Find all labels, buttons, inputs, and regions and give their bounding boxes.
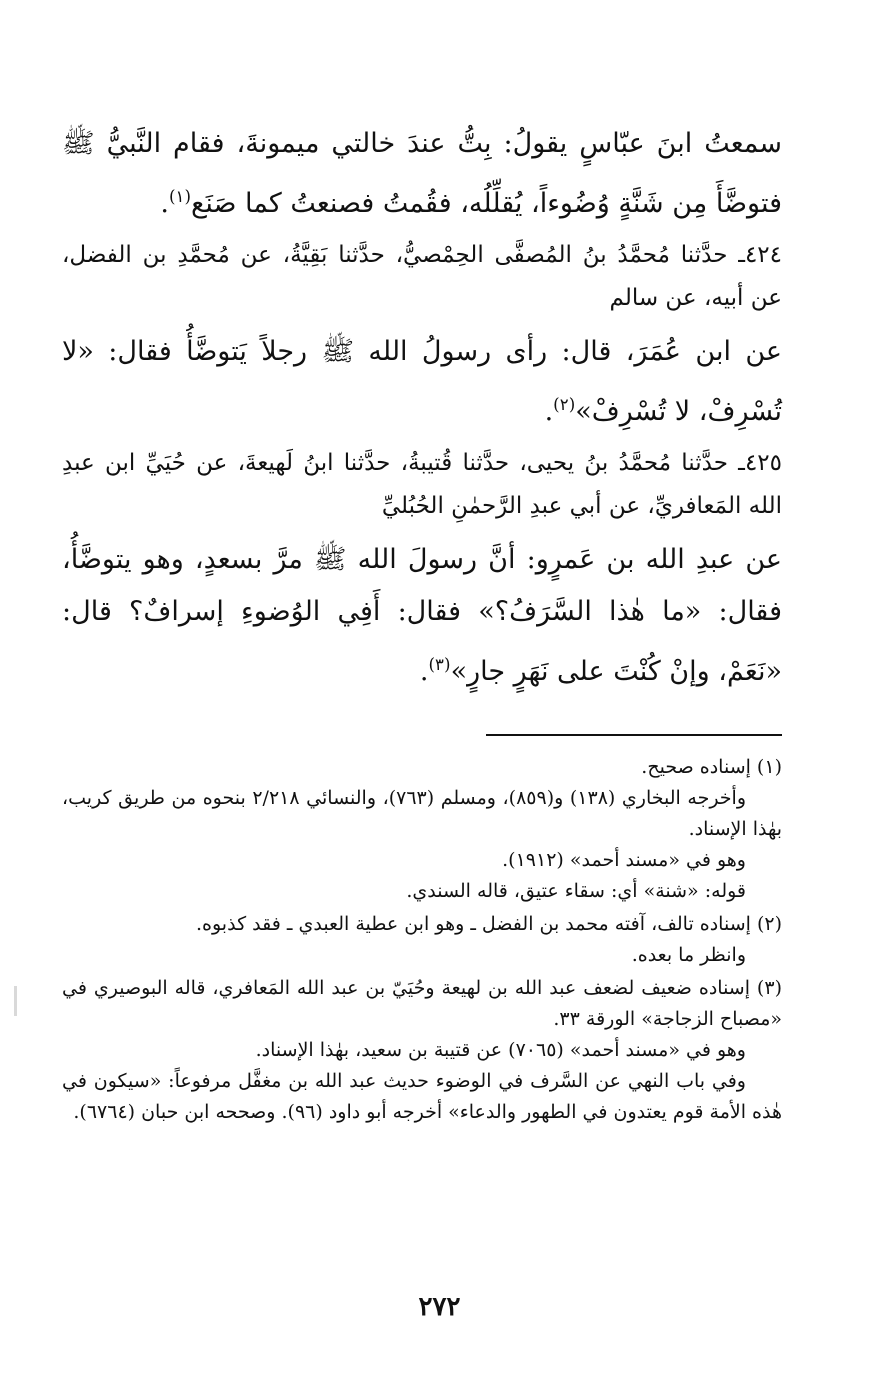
footnote-separator — [486, 734, 782, 736]
hadith-424-text: عن ابن عُمَرَ، قال: رأى رسولُ الله ﷺ رجلاً يَتوضَّأُ فقال: «لا تُسْرِفْ، لا تُسْرِفْ»$^{(٢)}$. — [62, 336, 782, 427]
footnote-1-detail: وهو في «مسند أحمد» (١٩١٢). — [502, 849, 746, 871]
main-text — [62, 118, 782, 698]
hadith-423-text: سمعتُ ابنَ عبّاسٍ يقولُ: بِتُّ عندَ خالتي ميمونةَ، فقام النَّبيُّ ﷺ فتوضَّأَ مِن شَنَّةٍ وُضُوءاً، يُقلِّلُه، فقُمتُ فصنعتُ كما صَنَع$^{(١)}$. — [62, 128, 782, 219]
footnote-ref-3[interactable]: (٣) — [428, 654, 451, 674]
footnote-1: (١) إسناده صحيح. — [641, 756, 782, 778]
footnote-3: (٣) إسناده ضعيف لضعف عبد الله بن لهيعة وحُيَيّ بن عبد الله المَعافري، قاله البوصيري في «مصباح الزجاجة» الورقة ٣٣. — [62, 977, 782, 1030]
footnote-1-detail: وأخرجه البخاري (١٣٨) و(٨٥٩)، ومسلم (٧٦٣)، والنسائي ٢/٢١٨ بنحوه من طريق كريب، بهٰذا الإسناد. — [62, 787, 782, 840]
footnote-3-detail: وفي باب النهي عن السَّرف في الوضوء حديث عبد الله بن مغفَّل مرفوعاً: «سيكون في هٰذه الأمة قوم يعتدون في الطهور والدعاء» أخرجه أبو داود (٩٦). وصححه ابن حبان (٦٧٦٤). — [62, 1070, 782, 1123]
hadith-425-chain: ٤٢٥ـ حدَّثنا مُحمَّدُ بنُ يحيى، حدَّثنا قُتيبةُ، حدَّثنا ابنُ لَهيعةَ، عن حُيَيِّ ابن عبدِ الله المَعافريِّ، عن أبي عبدِ الرَّحمٰنِ الحُبُليِّ — [62, 450, 782, 519]
footnote-ref-1[interactable]: (١) — [168, 186, 192, 206]
footnotes — [62, 752, 782, 1128]
footnote-2-detail: وانظر ما بعده. — [631, 944, 746, 966]
hadith-424-chain: ٤٢٤ـ حدَّثنا مُحمَّدُ بنُ المُصفَّى الحِمْصيُّ، حدَّثنا بَقِيَّةُ، عن مُحمَّدِ بن الفضل، عن أبيه، عن سالم — [62, 242, 782, 311]
footnote-1-detail: قوله: «شنة» أي: سقاء عتيق، قاله السندي. — [406, 880, 746, 902]
hadith-425-text: عن عبدِ الله بن عَمرٍو: أنَّ رسولَ الله ﷺ مرَّ بسعدٍ، وهو يتوضَّأُ، فقال: «ما هٰذا السَّرَفُ؟» فقال: أَفِي الوُضوءِ إسرافٌ؟ قال: «نَعَمْ، وإنْ كُنْتَ على نَهَرٍ جارٍ»$^{(٣)}$. — [62, 544, 782, 687]
page-number: ٢٧٢ — [418, 1292, 461, 1322]
footnote-2: (٢) إسناده تالف، آفته محمد بن الفضل ـ وهو ابن عطية العبدي ـ فقد كذبوه. — [196, 913, 782, 935]
footnote-3-detail: وهو في «مسند أحمد» (٧٠٦٥) عن قتيبة بن سعيد، بهٰذا الإسناد. — [255, 1039, 746, 1061]
footnote-ref-2[interactable]: (٢) — [553, 394, 576, 414]
scan-mark — [14, 986, 17, 1016]
